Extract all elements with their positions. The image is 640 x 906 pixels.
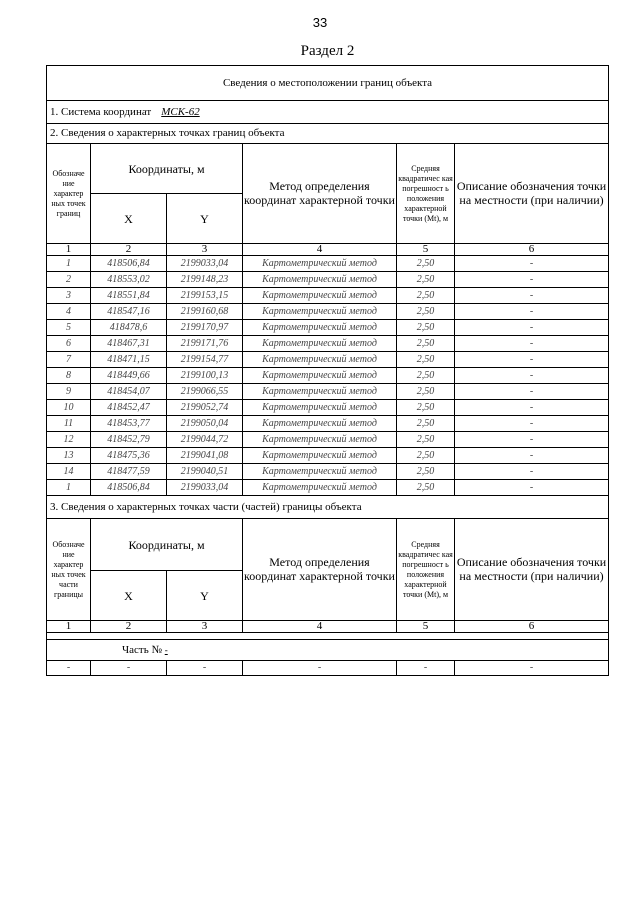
point-x: 418452,47 <box>91 400 167 416</box>
part-value: - <box>47 661 91 676</box>
point-method: Картометрический метод <box>243 288 397 304</box>
point-method: Картометрический метод <box>243 432 397 448</box>
table-row <box>47 352 609 368</box>
point-mt: 2,50 <box>397 288 455 304</box>
point-number: 8 <box>47 368 91 384</box>
point-description: - <box>455 464 609 480</box>
point-number: 10 <box>47 400 91 416</box>
point-method: Картометрический метод <box>243 320 397 336</box>
point-method: Картометрический метод <box>243 384 397 400</box>
column-numbers-row <box>47 244 609 256</box>
point-method: Картометрический метод <box>243 256 397 272</box>
point-y: 2199052,74 <box>167 400 243 416</box>
header-rms-parts: Средняя квадратичес кая погрешност ь положения характерной точки (Mt), м <box>397 519 455 621</box>
column-number: 1 <box>47 621 91 633</box>
point-description: - <box>455 336 609 352</box>
point-description: - <box>455 288 609 304</box>
point-x: 418454,07 <box>91 384 167 400</box>
header-designation-parts: Обозначе ние характер ных точек части границы <box>47 519 91 621</box>
table-row <box>47 384 609 400</box>
point-x: 418506,84 <box>91 480 167 496</box>
point-x: 418553,02 <box>91 272 167 288</box>
part-value: - <box>397 661 455 676</box>
column-number: 6 <box>455 244 609 256</box>
point-number: 12 <box>47 432 91 448</box>
table-row <box>47 400 609 416</box>
column-number: 3 <box>167 244 243 256</box>
column-number: 5 <box>397 244 455 256</box>
point-y: 2199033,04 <box>167 256 243 272</box>
point-x: 418547,16 <box>91 304 167 320</box>
point-number: 14 <box>47 464 91 480</box>
point-mt: 2,50 <box>397 448 455 464</box>
point-y: 2199041,08 <box>167 448 243 464</box>
point-x: 418467,31 <box>91 336 167 352</box>
table-row <box>47 336 609 352</box>
point-description: - <box>455 272 609 288</box>
point-mt: 2,50 <box>397 384 455 400</box>
point-x: 418453,77 <box>91 416 167 432</box>
table-row <box>47 256 609 272</box>
table-row <box>47 304 609 320</box>
table-row <box>47 448 609 464</box>
point-description: - <box>455 368 609 384</box>
column-number: 6 <box>455 621 609 633</box>
point-x: 418471,15 <box>91 352 167 368</box>
part-row <box>47 640 609 661</box>
table-row <box>47 272 609 288</box>
parts-section-title: 3. Сведения о характерных точках части (частей) границы объекта <box>47 496 609 519</box>
point-description: - <box>455 448 609 464</box>
gap-row <box>47 633 609 640</box>
part-number: - <box>164 644 168 655</box>
part-value: - <box>167 661 243 676</box>
page-number: 33 <box>312 15 328 30</box>
table-title: Сведения о местоположении границ объекта <box>47 66 609 101</box>
table-row <box>47 464 609 480</box>
table-row <box>47 416 609 432</box>
point-y: 2199100,13 <box>167 368 243 384</box>
column-number: 2 <box>91 621 167 633</box>
column-number: 2 <box>91 244 167 256</box>
point-x: 418551,84 <box>91 288 167 304</box>
point-y: 2199066,55 <box>167 384 243 400</box>
header-method: Метод определения координат характерной точки <box>243 144 397 244</box>
point-mt: 2,50 <box>397 368 455 384</box>
header-x-parts: X <box>91 571 167 621</box>
header-x: X <box>91 194 167 244</box>
part-value: - <box>455 661 609 676</box>
point-number: 2 <box>47 272 91 288</box>
part-value: - <box>243 661 397 676</box>
header-y-parts: Y <box>167 571 243 621</box>
point-mt: 2,50 <box>397 256 455 272</box>
column-number: 4 <box>243 621 397 633</box>
point-number: 13 <box>47 448 91 464</box>
point-description: - <box>455 320 609 336</box>
coordinate-system-value: МСК-62 <box>161 105 200 118</box>
point-mt: 2,50 <box>397 464 455 480</box>
point-mt: 2,50 <box>397 320 455 336</box>
point-mt: 2,50 <box>397 336 455 352</box>
point-method: Картометрический метод <box>243 352 397 368</box>
point-y: 2199040,51 <box>167 464 243 480</box>
point-method: Картометрический метод <box>243 368 397 384</box>
header-designation: Обозначе ние характер ных точек границ <box>47 144 91 244</box>
points-section-title: 2. Сведения о характерных точках границ объекта <box>47 124 609 144</box>
point-x: 418478,6 <box>91 320 167 336</box>
point-description: - <box>455 352 609 368</box>
point-number: 1 <box>47 480 91 496</box>
point-mt: 2,50 <box>397 400 455 416</box>
section-title: Раздел 2 <box>300 43 355 59</box>
point-method: Картометрический метод <box>243 336 397 352</box>
boundary-table <box>46 65 609 676</box>
point-number: 6 <box>47 336 91 352</box>
point-x: 418506,84 <box>91 256 167 272</box>
header-coordinates-parts: Координаты, м <box>91 519 243 571</box>
header-description-parts: Описание обозначения точки на местности (при наличии) <box>455 519 609 621</box>
point-description: - <box>455 256 609 272</box>
column-number: 5 <box>397 621 455 633</box>
point-number: 5 <box>47 320 91 336</box>
point-method: Картометрический метод <box>243 464 397 480</box>
point-x: 418449,66 <box>91 368 167 384</box>
point-description: - <box>455 432 609 448</box>
column-number: 1 <box>47 244 91 256</box>
point-y: 2199033,04 <box>167 480 243 496</box>
header-y: Y <box>167 194 243 244</box>
header-method-parts: Метод определения координат характерной точки <box>243 519 397 621</box>
point-y: 2199154,77 <box>167 352 243 368</box>
point-method: Картометрический метод <box>243 416 397 432</box>
coordinate-system-label: 1. Система координат <box>50 105 152 118</box>
point-y: 2199044,72 <box>167 432 243 448</box>
coordinate-system-row <box>47 101 609 124</box>
column-number: 4 <box>243 244 397 256</box>
point-number: 3 <box>47 288 91 304</box>
point-number: 7 <box>47 352 91 368</box>
point-method: Картометрический метод <box>243 448 397 464</box>
table-row <box>47 480 609 496</box>
point-x: 418475,36 <box>91 448 167 464</box>
point-mt: 2,50 <box>397 304 455 320</box>
point-x: 418452,79 <box>91 432 167 448</box>
point-mt: 2,50 <box>397 432 455 448</box>
point-y: 2199171,76 <box>167 336 243 352</box>
point-mt: 2,50 <box>397 480 455 496</box>
point-number: 1 <box>47 256 91 272</box>
table-row <box>47 368 609 384</box>
point-y: 2199050,04 <box>167 416 243 432</box>
point-method: Картометрический метод <box>243 304 397 320</box>
point-description: - <box>455 400 609 416</box>
point-y: 2199148,23 <box>167 272 243 288</box>
point-number: 9 <box>47 384 91 400</box>
header-description: Описание обозначения точки на местности (при наличии) <box>455 144 609 244</box>
point-mt: 2,50 <box>397 416 455 432</box>
table-row <box>47 320 609 336</box>
point-mt: 2,50 <box>397 352 455 368</box>
point-method: Картометрический метод <box>243 480 397 496</box>
header-rms: Средняя квадратичес кая погрешност ь положения характерной точки (Mt), м <box>397 144 455 244</box>
part-values-row <box>47 661 609 676</box>
header-coordinates: Координаты, м <box>91 144 243 194</box>
point-description: - <box>455 384 609 400</box>
column-numbers-row-parts <box>47 621 609 633</box>
point-method: Картометрический метод <box>243 400 397 416</box>
table-row <box>47 288 609 304</box>
point-description: - <box>455 480 609 496</box>
table-row <box>47 432 609 448</box>
part-value: - <box>91 661 167 676</box>
point-y: 2199160,68 <box>167 304 243 320</box>
point-description: - <box>455 416 609 432</box>
point-method: Картометрический метод <box>243 272 397 288</box>
point-number: 4 <box>47 304 91 320</box>
point-mt: 2,50 <box>397 272 455 288</box>
point-description: - <box>455 304 609 320</box>
point-x: 418477,59 <box>91 464 167 480</box>
point-y: 2199170,97 <box>167 320 243 336</box>
point-number: 11 <box>47 416 91 432</box>
column-number: 3 <box>167 621 243 633</box>
part-label: Часть № <box>122 643 162 656</box>
point-y: 2199153,15 <box>167 288 243 304</box>
